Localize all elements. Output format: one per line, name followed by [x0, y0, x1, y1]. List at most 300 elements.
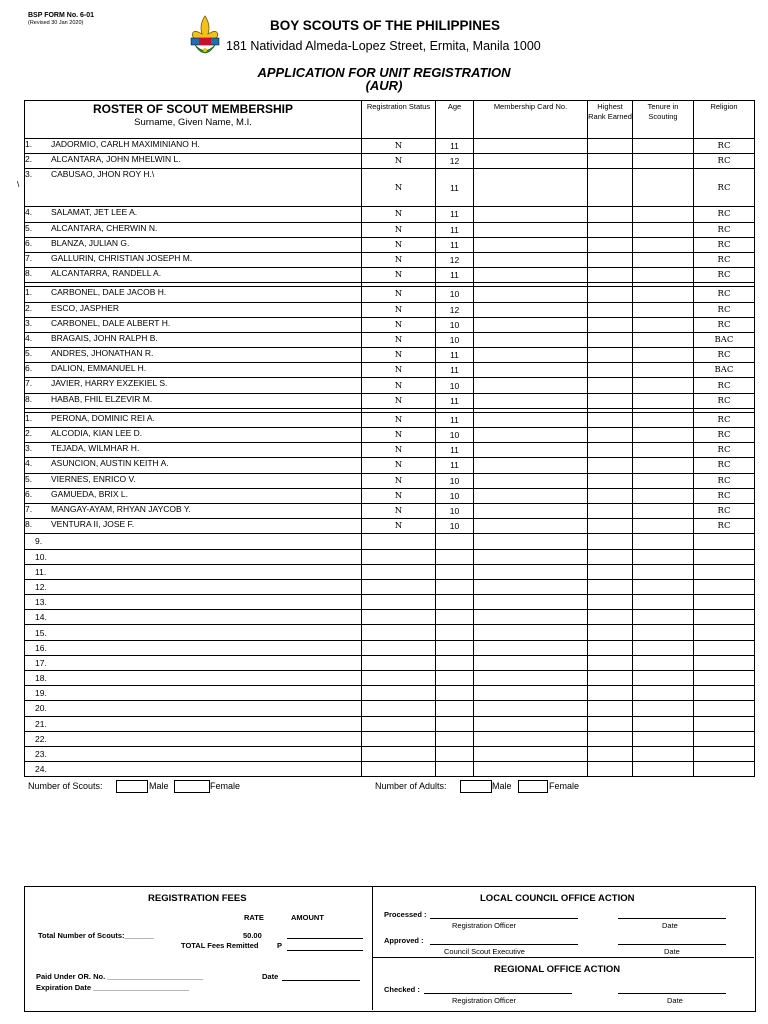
registration-status-cell[interactable] — [362, 549, 436, 564]
tenure-cell[interactable] — [633, 252, 694, 267]
religion-cell[interactable]: RC — [694, 503, 755, 518]
fees-amount-line[interactable] — [287, 938, 363, 939]
religion-cell[interactable]: RC — [694, 519, 755, 534]
scout-name-cell[interactable] — [25, 655, 362, 670]
highest-rank-cell[interactable] — [588, 534, 633, 549]
highest-rank-cell[interactable] — [588, 412, 633, 427]
tenure-cell[interactable] — [633, 237, 694, 252]
scout-name-cell[interactable] — [25, 473, 362, 488]
tenure-cell[interactable] — [633, 564, 694, 579]
age-cell[interactable] — [436, 762, 474, 777]
age-cell[interactable] — [436, 534, 474, 549]
religion-cell[interactable]: RC — [694, 139, 755, 154]
registration-status-cell[interactable]: N — [362, 412, 436, 427]
fees-date-line[interactable] — [282, 980, 360, 981]
age-cell[interactable]: 10 — [436, 378, 474, 393]
tenure-cell[interactable] — [633, 762, 694, 777]
membership-card-cell[interactable] — [474, 579, 588, 594]
registration-status-cell[interactable]: N — [362, 348, 436, 363]
scout-name-cell[interactable] — [17, 169, 362, 207]
scout-name-cell[interactable] — [25, 716, 362, 731]
highest-rank-cell[interactable] — [588, 458, 633, 473]
religion-cell[interactable] — [694, 579, 755, 594]
membership-card-cell[interactable] — [474, 412, 588, 427]
processed-officer-line[interactable] — [430, 918, 578, 919]
age-cell[interactable] — [436, 640, 474, 655]
registration-status-cell[interactable] — [362, 762, 436, 777]
highest-rank-cell[interactable] — [588, 302, 633, 317]
religion-cell[interactable]: RC — [694, 154, 755, 169]
tenure-cell[interactable] — [633, 519, 694, 534]
religion-cell[interactable]: RC — [694, 252, 755, 267]
scout-name-cell[interactable] — [25, 332, 362, 347]
highest-rank-cell[interactable] — [588, 595, 633, 610]
age-cell[interactable] — [436, 579, 474, 594]
tenure-cell[interactable] — [633, 701, 694, 716]
scout-name-cell[interactable] — [25, 595, 362, 610]
registration-status-cell[interactable] — [362, 625, 436, 640]
registration-status-cell[interactable]: N — [362, 458, 436, 473]
membership-card-cell[interactable] — [474, 503, 588, 518]
age-cell[interactable]: 11 — [436, 458, 474, 473]
religion-cell[interactable] — [694, 716, 755, 731]
scout-name-cell[interactable] — [25, 564, 362, 579]
row-number: 6. — [25, 363, 33, 374]
age-cell[interactable] — [436, 731, 474, 746]
membership-card-cell[interactable] — [474, 716, 588, 731]
registration-status-cell[interactable]: N — [362, 302, 436, 317]
total-fees-line[interactable] — [287, 950, 363, 951]
highest-rank-cell[interactable] — [588, 332, 633, 347]
registration-status-cell[interactable] — [362, 686, 436, 701]
highest-rank-cell[interactable] — [588, 252, 633, 267]
age-cell[interactable]: 11 — [436, 139, 474, 154]
scout-name-cell[interactable] — [25, 222, 362, 237]
age-cell[interactable]: 10 — [436, 428, 474, 443]
religion-cell[interactable] — [694, 686, 755, 701]
religion-cell[interactable] — [694, 625, 755, 640]
tenure-cell[interactable] — [633, 302, 694, 317]
registration-status-cell[interactable]: N — [362, 139, 436, 154]
tenure-cell[interactable] — [633, 655, 694, 670]
religion-cell[interactable] — [694, 746, 755, 761]
registration-status-cell[interactable]: N — [362, 393, 436, 408]
religion-cell[interactable] — [694, 610, 755, 625]
membership-card-cell[interactable] — [474, 564, 588, 579]
membership-card-cell[interactable] — [474, 701, 588, 716]
scout-name-cell[interactable] — [25, 746, 362, 761]
membership-card-cell[interactable] — [474, 348, 588, 363]
highest-rank-cell[interactable] — [588, 746, 633, 761]
tenure-cell[interactable] — [633, 458, 694, 473]
tenure-cell[interactable] — [633, 268, 694, 283]
scout-name-cell[interactable] — [25, 443, 362, 458]
membership-card-cell[interactable] — [474, 534, 588, 549]
membership-card-cell[interactable] — [474, 139, 588, 154]
age-cell[interactable]: 11 — [436, 268, 474, 283]
membership-card-cell[interactable] — [474, 488, 588, 503]
membership-card-cell[interactable] — [474, 443, 588, 458]
religion-cell[interactable] — [694, 640, 755, 655]
registration-status-cell[interactable]: N — [362, 287, 436, 302]
membership-card-cell[interactable] — [474, 610, 588, 625]
age-cell[interactable]: 11 — [436, 363, 474, 378]
table-row — [25, 428, 755, 443]
highest-rank-cell[interactable] — [588, 222, 633, 237]
registration-status-cell[interactable]: N — [362, 428, 436, 443]
tenure-cell[interactable] — [633, 640, 694, 655]
membership-card-cell[interactable] — [474, 154, 588, 169]
age-cell[interactable]: 11 — [436, 412, 474, 427]
registration-status-cell[interactable] — [362, 534, 436, 549]
registration-status-cell[interactable] — [362, 746, 436, 761]
highest-rank-cell[interactable] — [588, 473, 633, 488]
membership-card-cell[interactable] — [474, 519, 588, 534]
scout-name-cell[interactable] — [25, 268, 362, 283]
tenure-cell[interactable] — [633, 625, 694, 640]
religion-cell[interactable]: RC — [694, 302, 755, 317]
membership-card-cell[interactable] — [474, 731, 588, 746]
tenure-cell[interactable] — [633, 287, 694, 302]
scout-name-cell[interactable] — [25, 458, 362, 473]
religion-cell[interactable] — [694, 655, 755, 670]
highest-rank-cell[interactable] — [588, 237, 633, 252]
scout-name-cell[interactable] — [25, 579, 362, 594]
scout-name-cell[interactable] — [25, 534, 362, 549]
approved-date-line[interactable] — [618, 944, 726, 945]
highest-rank-cell[interactable] — [588, 443, 633, 458]
tenure-cell[interactable] — [633, 207, 694, 222]
highest-rank-cell[interactable] — [588, 503, 633, 518]
membership-card-cell[interactable] — [474, 640, 588, 655]
registration-status-cell[interactable] — [362, 716, 436, 731]
highest-rank-cell[interactable] — [588, 731, 633, 746]
religion-cell[interactable]: RC — [694, 287, 755, 302]
tenure-cell[interactable] — [633, 443, 694, 458]
religion-cell[interactable] — [694, 564, 755, 579]
age-cell[interactable] — [436, 671, 474, 686]
scout-name-cell[interactable] — [25, 348, 362, 363]
registration-status-cell[interactable]: N — [362, 503, 436, 518]
membership-card-cell[interactable] — [474, 317, 588, 332]
registration-status-cell[interactable] — [362, 640, 436, 655]
membership-card-cell[interactable] — [474, 671, 588, 686]
membership-card-cell[interactable] — [474, 595, 588, 610]
highest-rank-cell[interactable] — [588, 428, 633, 443]
religion-cell[interactable] — [694, 595, 755, 610]
tenure-cell[interactable] — [633, 503, 694, 518]
age-cell[interactable]: 11 — [436, 393, 474, 408]
tenure-cell[interactable] — [633, 595, 694, 610]
scout-name-cell[interactable] — [25, 625, 362, 640]
registration-status-cell[interactable]: N — [362, 207, 436, 222]
tenure-cell[interactable] — [633, 716, 694, 731]
regional-divider — [372, 957, 754, 958]
tenure-cell[interactable] — [633, 222, 694, 237]
scout-name-cell[interactable] — [25, 412, 362, 427]
membership-card-cell[interactable] — [474, 268, 588, 283]
scout-name-cell[interactable] — [25, 610, 362, 625]
scout-name-cell[interactable] — [25, 428, 362, 443]
registration-status-cell[interactable] — [362, 655, 436, 670]
registration-status-cell[interactable]: N — [362, 268, 436, 283]
religion-cell[interactable]: RC — [694, 488, 755, 503]
age-cell[interactable] — [436, 549, 474, 564]
highest-rank-cell[interactable] — [588, 268, 633, 283]
religion-cell[interactable]: RC — [694, 207, 755, 222]
checked-date-line[interactable] — [618, 993, 726, 994]
registration-status-cell[interactable]: N — [362, 237, 436, 252]
membership-card-cell[interactable] — [474, 207, 588, 222]
registration-status-cell[interactable] — [362, 731, 436, 746]
religion-cell[interactable]: RC — [694, 222, 755, 237]
religion-cell[interactable]: RC — [694, 443, 755, 458]
religion-cell[interactable]: RC — [694, 473, 755, 488]
membership-card-cell[interactable] — [474, 428, 588, 443]
age-cell[interactable]: 10 — [436, 287, 474, 302]
scout-name-cell[interactable] — [25, 503, 362, 518]
membership-card-cell[interactable] — [474, 237, 588, 252]
registration-status-cell[interactable]: N — [362, 169, 436, 207]
scout-name-cell[interactable] — [25, 252, 362, 267]
tenure-cell[interactable] — [633, 169, 694, 207]
religion-cell[interactable]: RC — [694, 237, 755, 252]
scout-name-cell[interactable] — [25, 549, 362, 564]
registration-status-cell[interactable] — [362, 564, 436, 579]
religion-cell[interactable]: RC — [694, 412, 755, 427]
highest-rank-cell[interactable] — [588, 671, 633, 686]
scout-name-cell[interactable] — [25, 393, 362, 408]
age-cell[interactable] — [436, 746, 474, 761]
religion-cell[interactable] — [694, 671, 755, 686]
tenure-cell[interactable] — [633, 686, 694, 701]
scout-name-cell[interactable] — [25, 488, 362, 503]
age-cell[interactable]: 10 — [436, 332, 474, 347]
scout-name-cell[interactable] — [25, 640, 362, 655]
registration-status-cell[interactable] — [362, 610, 436, 625]
age-cell[interactable] — [436, 716, 474, 731]
highest-rank-cell[interactable] — [588, 378, 633, 393]
age-cell[interactable] — [436, 610, 474, 625]
membership-card-cell[interactable] — [474, 378, 588, 393]
highest-rank-cell[interactable] — [588, 287, 633, 302]
age-cell[interactable]: 11 — [436, 207, 474, 222]
membership-card-cell[interactable] — [474, 222, 588, 237]
religion-cell[interactable] — [694, 549, 755, 564]
registration-status-cell[interactable]: N — [362, 488, 436, 503]
tenure-cell[interactable] — [633, 746, 694, 761]
religion-cell[interactable] — [694, 762, 755, 777]
tenure-cell[interactable] — [633, 317, 694, 332]
religion-cell[interactable]: RC — [694, 378, 755, 393]
highest-rank-cell[interactable] — [588, 716, 633, 731]
highest-rank-cell[interactable] — [588, 610, 633, 625]
highest-rank-cell[interactable] — [588, 701, 633, 716]
highest-rank-cell[interactable] — [588, 169, 633, 207]
highest-rank-cell[interactable] — [588, 549, 633, 564]
scouts-male-field[interactable] — [116, 780, 148, 793]
religion-cell[interactable] — [694, 701, 755, 716]
highest-rank-cell[interactable] — [588, 393, 633, 408]
registration-status-cell[interactable]: N — [362, 363, 436, 378]
membership-card-cell[interactable] — [474, 169, 588, 207]
age-cell[interactable] — [436, 686, 474, 701]
tenure-cell[interactable] — [633, 428, 694, 443]
religion-cell[interactable] — [694, 534, 755, 549]
highest-rank-cell[interactable] — [588, 762, 633, 777]
age-cell[interactable] — [436, 655, 474, 670]
registration-status-cell[interactable] — [362, 671, 436, 686]
registration-status-cell[interactable]: N — [362, 222, 436, 237]
religion-cell[interactable]: RC — [694, 458, 755, 473]
age-cell[interactable]: 12 — [436, 302, 474, 317]
tenure-cell[interactable] — [633, 549, 694, 564]
scout-name-cell[interactable] — [25, 701, 362, 716]
tenure-cell[interactable] — [633, 473, 694, 488]
tenure-cell[interactable] — [633, 610, 694, 625]
age-cell[interactable]: 11 — [436, 348, 474, 363]
tenure-cell[interactable] — [633, 378, 694, 393]
scout-name-cell[interactable] — [25, 363, 362, 378]
age-cell[interactable] — [436, 625, 474, 640]
membership-card-cell[interactable] — [474, 473, 588, 488]
highest-rank-cell[interactable] — [588, 363, 633, 378]
adults-male-field[interactable] — [460, 780, 492, 793]
highest-rank-cell[interactable] — [588, 348, 633, 363]
religion-cell[interactable]: BAC — [694, 332, 755, 347]
membership-card-cell[interactable] — [474, 458, 588, 473]
membership-card-cell[interactable] — [474, 762, 588, 777]
age-cell[interactable]: 12 — [436, 252, 474, 267]
scout-name-cell[interactable] — [25, 686, 362, 701]
scouts-female-field[interactable] — [174, 780, 210, 793]
scout-name-cell[interactable] — [25, 139, 362, 154]
registration-status-cell[interactable] — [362, 701, 436, 716]
scout-name-cell[interactable] — [25, 317, 362, 332]
religion-cell[interactable]: RC — [694, 169, 755, 207]
age-cell[interactable]: 11 — [436, 222, 474, 237]
highest-rank-cell[interactable] — [588, 519, 633, 534]
registration-status-cell[interactable]: N — [362, 154, 436, 169]
adults-count-label: Number of Adults: — [375, 781, 447, 791]
highest-rank-cell[interactable] — [588, 139, 633, 154]
membership-card-cell[interactable] — [474, 686, 588, 701]
membership-card-cell[interactable] — [474, 625, 588, 640]
row-number: 21. — [35, 718, 47, 729]
religion-cell[interactable]: RC — [694, 268, 755, 283]
religion-cell[interactable]: RC — [694, 348, 755, 363]
adults-female-field[interactable] — [518, 780, 548, 793]
membership-card-cell[interactable] — [474, 302, 588, 317]
registration-status-cell[interactable]: N — [362, 378, 436, 393]
tenure-cell[interactable] — [633, 731, 694, 746]
scout-name-cell[interactable] — [25, 671, 362, 686]
tenure-cell[interactable] — [633, 534, 694, 549]
scout-name-cell[interactable] — [25, 207, 362, 222]
approved-exec-line[interactable] — [430, 944, 578, 945]
membership-card-cell[interactable] — [474, 655, 588, 670]
registration-status-cell[interactable] — [362, 579, 436, 594]
highest-rank-cell[interactable] — [588, 488, 633, 503]
tenure-cell[interactable] — [633, 139, 694, 154]
registration-status-cell[interactable]: N — [362, 519, 436, 534]
highest-rank-cell[interactable] — [588, 317, 633, 332]
age-cell[interactable]: 10 — [436, 519, 474, 534]
age-cell[interactable]: 10 — [436, 473, 474, 488]
tenure-cell[interactable] — [633, 348, 694, 363]
age-cell[interactable]: 11 — [436, 443, 474, 458]
highest-rank-cell[interactable] — [588, 655, 633, 670]
membership-card-cell[interactable] — [474, 287, 588, 302]
religion-cell[interactable] — [694, 731, 755, 746]
religion-cell[interactable]: RC — [694, 317, 755, 332]
registration-status-cell[interactable] — [362, 595, 436, 610]
registration-status-cell[interactable]: N — [362, 473, 436, 488]
highest-rank-cell[interactable] — [588, 640, 633, 655]
age-cell[interactable] — [436, 595, 474, 610]
row-number: 2. — [25, 154, 33, 165]
scout-name-cell[interactable] — [25, 154, 362, 169]
scout-name-cell[interactable] — [25, 378, 362, 393]
religion-cell[interactable]: RC — [694, 393, 755, 408]
scout-name: ASUNCION, AUSTIN KEITH A. — [51, 458, 169, 469]
highest-rank-cell[interactable] — [588, 564, 633, 579]
scout-name-cell[interactable] — [25, 287, 362, 302]
membership-card-cell[interactable] — [474, 252, 588, 267]
checked-officer-line[interactable] — [424, 993, 572, 994]
scout-name-cell[interactable] — [25, 519, 362, 534]
tenure-cell[interactable] — [633, 671, 694, 686]
processed-date-line[interactable] — [618, 918, 726, 919]
tenure-cell[interactable] — [633, 154, 694, 169]
tenure-cell[interactable] — [633, 488, 694, 503]
age-cell[interactable]: 11 — [436, 237, 474, 252]
registration-status-cell[interactable]: N — [362, 443, 436, 458]
registration-status-cell[interactable]: N — [362, 317, 436, 332]
membership-card-cell[interactable] — [474, 746, 588, 761]
tenure-cell[interactable] — [633, 579, 694, 594]
age-cell[interactable] — [436, 701, 474, 716]
highest-rank-cell[interactable] — [588, 625, 633, 640]
tenure-cell[interactable] — [633, 363, 694, 378]
age-cell[interactable]: 10 — [436, 317, 474, 332]
scout-name-cell[interactable] — [25, 731, 362, 746]
registration-status-cell[interactable]: N — [362, 252, 436, 267]
age-cell[interactable]: 12 — [436, 154, 474, 169]
religion-cell[interactable]: BAC — [694, 363, 755, 378]
tenure-cell[interactable] — [633, 332, 694, 347]
highest-rank-cell[interactable] — [588, 154, 633, 169]
scout-name-cell[interactable] — [25, 237, 362, 252]
age-cell[interactable]: 10 — [436, 503, 474, 518]
age-cell[interactable]: 11 — [436, 169, 474, 207]
membership-card-cell[interactable] — [474, 332, 588, 347]
age-cell[interactable] — [436, 564, 474, 579]
registration-status-cell[interactable]: N — [362, 332, 436, 347]
tenure-cell[interactable] — [633, 412, 694, 427]
membership-card-cell[interactable] — [474, 363, 588, 378]
highest-rank-cell[interactable] — [588, 579, 633, 594]
tenure-cell[interactable] — [633, 393, 694, 408]
membership-card-cell[interactable] — [474, 549, 588, 564]
membership-card-cell[interactable] — [474, 393, 588, 408]
religion-cell[interactable]: RC — [694, 428, 755, 443]
scout-name-cell[interactable] — [25, 302, 362, 317]
scout-name-cell[interactable] — [25, 762, 362, 777]
highest-rank-cell[interactable] — [588, 207, 633, 222]
highest-rank-cell[interactable] — [588, 686, 633, 701]
age-cell[interactable]: 10 — [436, 488, 474, 503]
